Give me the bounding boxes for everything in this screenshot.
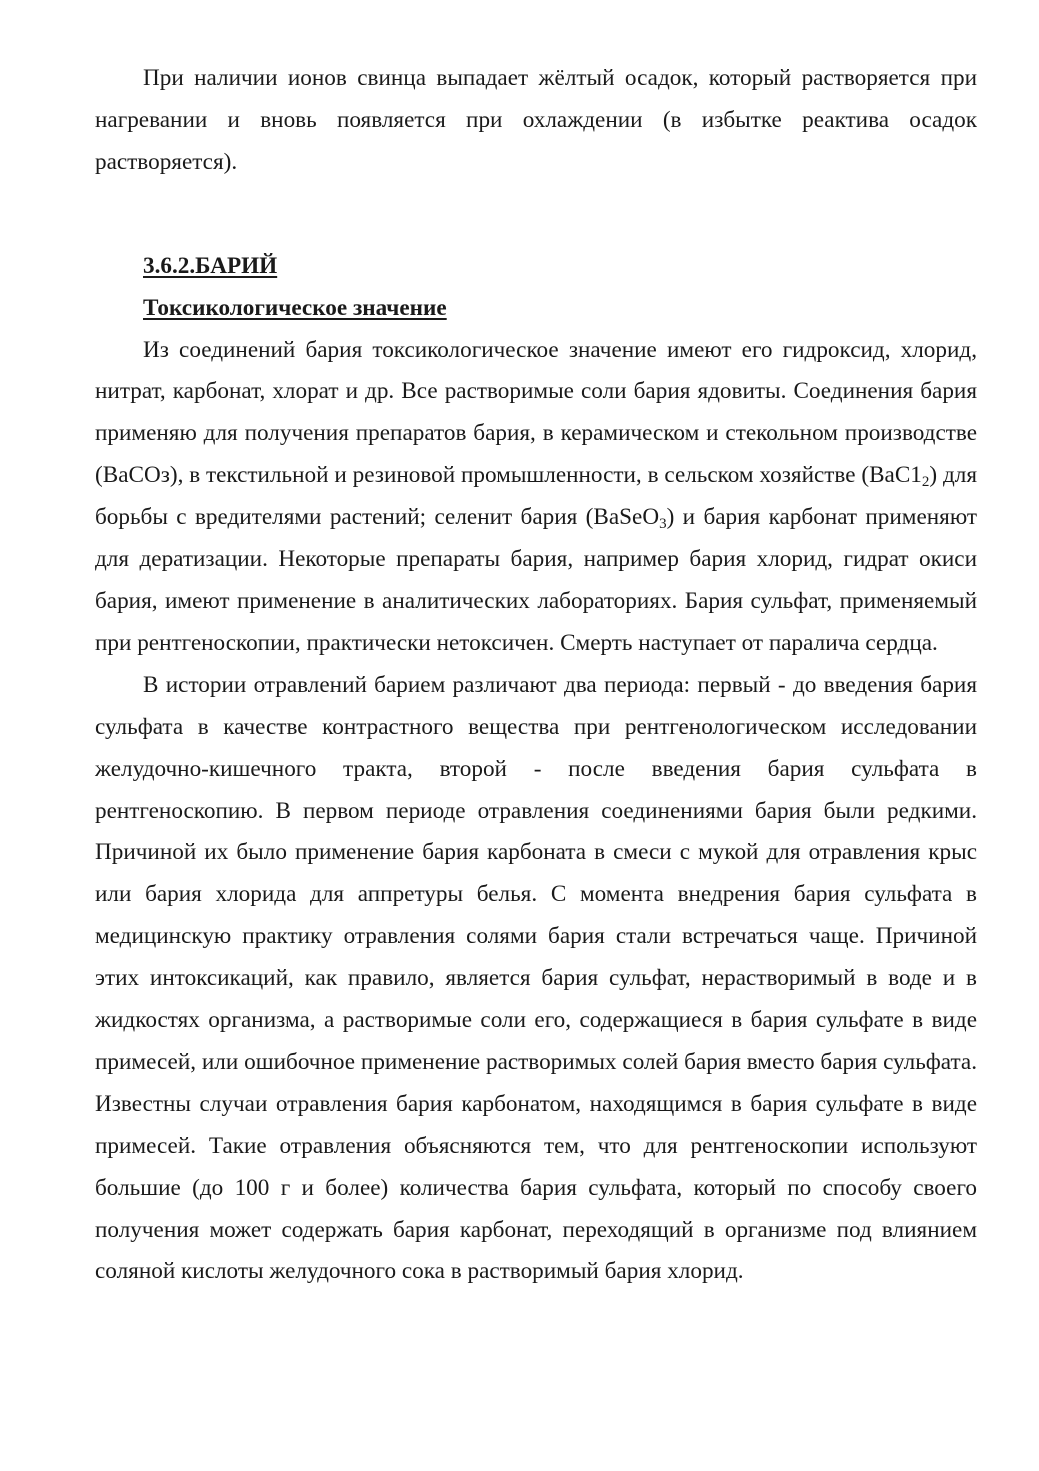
section-spacer: [95, 184, 977, 246]
lead-paragraph: При наличии ионов свинца выпадает жёлтый осадок, который растворяется при нагревании и вновь появляется при охлаждении (в избытке реактива осадок растворяется).: [95, 65, 977, 175]
subscript-3: 3: [659, 516, 667, 533]
toxicology-paragraph: [95, 330, 977, 665]
document-page: [95, 58, 977, 1293]
subscript-2: 2: [921, 474, 930, 491]
subheading: Токсикологическое значение: [143, 294, 447, 321]
toxicology-text-b: ) для борьбы с вредителями растений; селенит бария (BaSeO: [95, 462, 977, 531]
toxicology-text-c: ) и бария карбонат применяют для дератизации. Некоторые препараты бария, например бария хлорид, гидрат окиси бария, имеют применение в аналитических лабораториях. Бария сульфат, применяемый при рентгеноскопии, практически нетоксичен. Смерть наступает от паралича сердца.: [95, 504, 977, 656]
section-heading: 3.6.2.БАРИЙ: [143, 252, 278, 279]
history-paragraph: В истории отравлений барием различают два периода: первый - до введения бария сульфата в качестве контрастного вещества при рентгенологическом исследовании желудочно-кишечного тракта, второй - после введения бария сульфата в рентгеноскопию. В первом периоде отравления соединениями бария были редкими. Причиной их было применение бария карбоната в смеси с мукой для отравления крыс или бария хлорида для аппретуры белья. С момента внедрения бария сульфата в медицинскую практику отравления солями бария стали встречаться чаще. Причиной этих интоксикаций, как правило, является бария сульфат, нерастворимый в воде и в жидкостях организма, а растворимые соли его, содержащиеся в бария сульфате в виде примесей, или ошибочное применение растворимых солей бария вместо бария сульфата. Известны случаи отравления бария карбонатом, находящимся в бария сульфате в виде примесей. Такие отравления объясняются тем, что для рентгеноскопии используют большие (до 100 г и более) количества бария сульфата, который по способу своего получения может содержать бария карбонат, переходящий в организме под влиянием соляной кислоты желудочного сока в растворимый бария хлорид.: [95, 671, 977, 1285]
toxicology-text-a: Из соединений бария токсикологическое значение имеют его гидроксид, хлорид, нитрат, карбонат, хлорат и др. Все растворимые соли бария ядовиты. Соединения бария применяю для получения препаратов бария, в керамическом и стекольном производстве (BaCOз), в текстильной и резиновой промышленности, в сельском хозяйстве (BaC1: [95, 336, 977, 489]
